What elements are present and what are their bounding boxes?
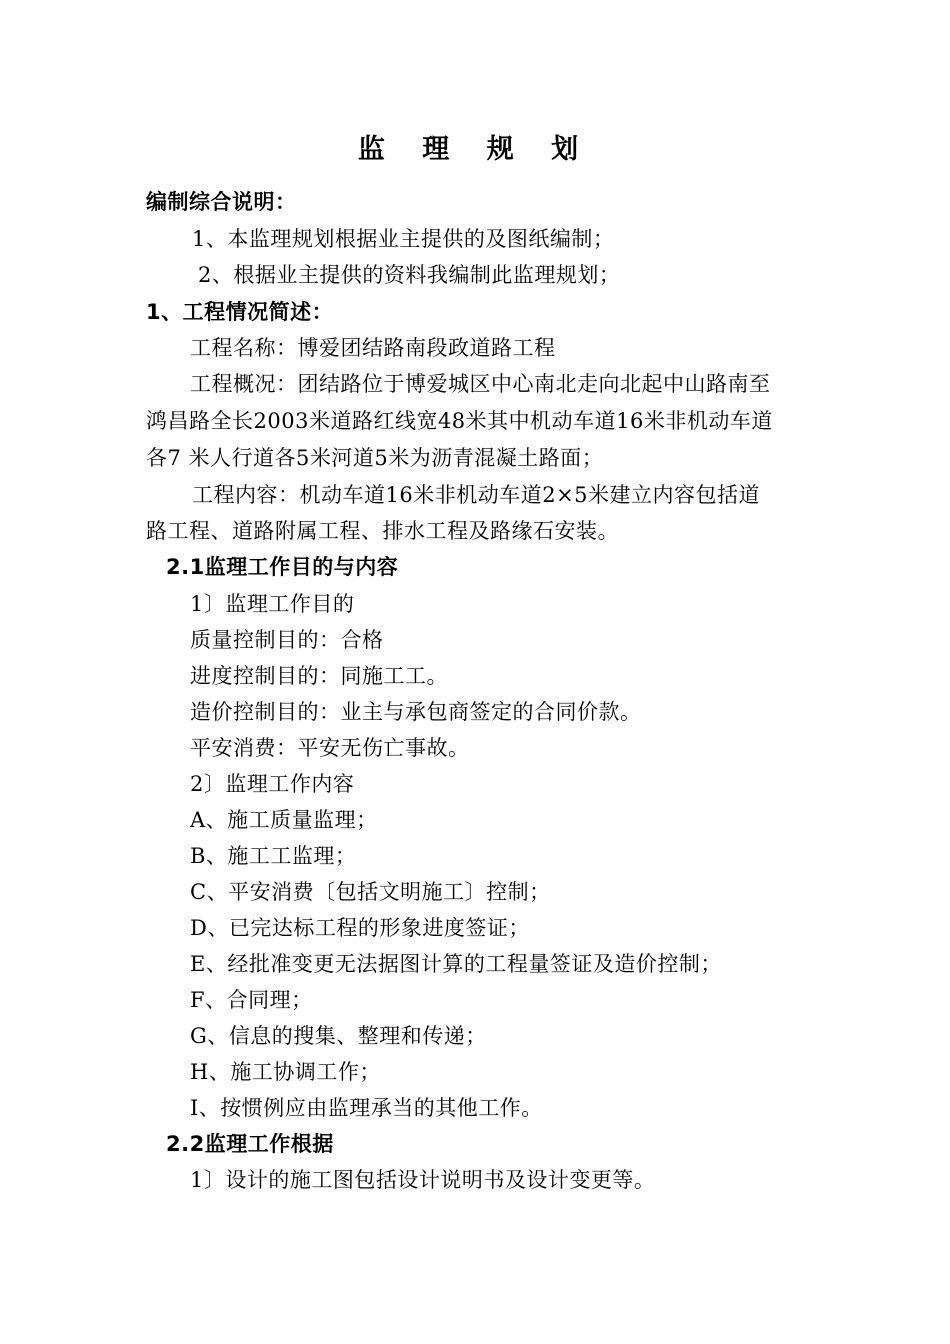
list-item: E、经批准变更无法据图计算的工程量签证及造价控制； (190, 952, 722, 976)
list-item: C、平安消费〔包括文明施工〕控制； (190, 880, 551, 904)
intro-item-2: 2、根据业主提供的资料我编制此监理规划； (198, 263, 621, 287)
list-item: B、施工工监理； (190, 844, 357, 868)
section2-2-heading: 2.2监理工作根据 (166, 1132, 334, 1156)
list-item: 平安消费：平安无伤亡事故。 (190, 736, 470, 760)
list-item: A、施工质量监理； (190, 808, 378, 832)
section1-heading: 1、工程情况简述： (146, 300, 334, 324)
list-item: 2〕监理工作内容 (190, 772, 355, 796)
intro-heading: 编制综合说明： (146, 190, 297, 214)
intro-item-1: 1、本监理规划根据业主提供的及图纸编制； (192, 227, 615, 251)
list-item: G、信息的搜集、整理和传递； (190, 1024, 487, 1048)
list-item: 质量控制目的：合格 (190, 628, 384, 652)
list-item: 1〕监理工作目的 (190, 592, 355, 616)
document-title: 监 理 规 划 (357, 134, 593, 165)
overview-line-3: 各7 米人行道各5米河道5米为沥青混凝土路面； (146, 446, 604, 470)
section2-1-heading: 2.1监理工作目的与内容 (166, 555, 399, 579)
content-line-1: 工程内容：机动车道16米非机动车道2×5米建立内容包括道 (192, 483, 761, 507)
list-item: 造价控制目的：业主与承包商签定的合同价款。 (190, 700, 642, 724)
list-item: I、按惯例应由监理承当的其他工作。 (190, 1096, 543, 1120)
list-item: 1〕设计的施工图包括设计说明书及设计变更等。 (190, 1168, 656, 1192)
project-name: 工程名称：博爱团结路南段政道路工程 (190, 336, 556, 360)
content-line-2: 路工程、道路附属工程、排水工程及路缘石安装。 (146, 519, 619, 543)
list-item: D、已完达标工程的形象进度签证； (190, 916, 530, 940)
overview-line-2: 鸿昌路全长2003米道路红线宽48米其中机动车道16米非机动车道 (146, 409, 773, 433)
list-item: F、合同理； (190, 988, 313, 1012)
overview-line-1: 工程概况：团结路位于博爱城区中心南北走向北起中山路南至 (190, 372, 771, 396)
list-item: 进度控制目的：同施工工。 (190, 664, 448, 688)
list-item: H、施工协调工作； (190, 1060, 381, 1084)
